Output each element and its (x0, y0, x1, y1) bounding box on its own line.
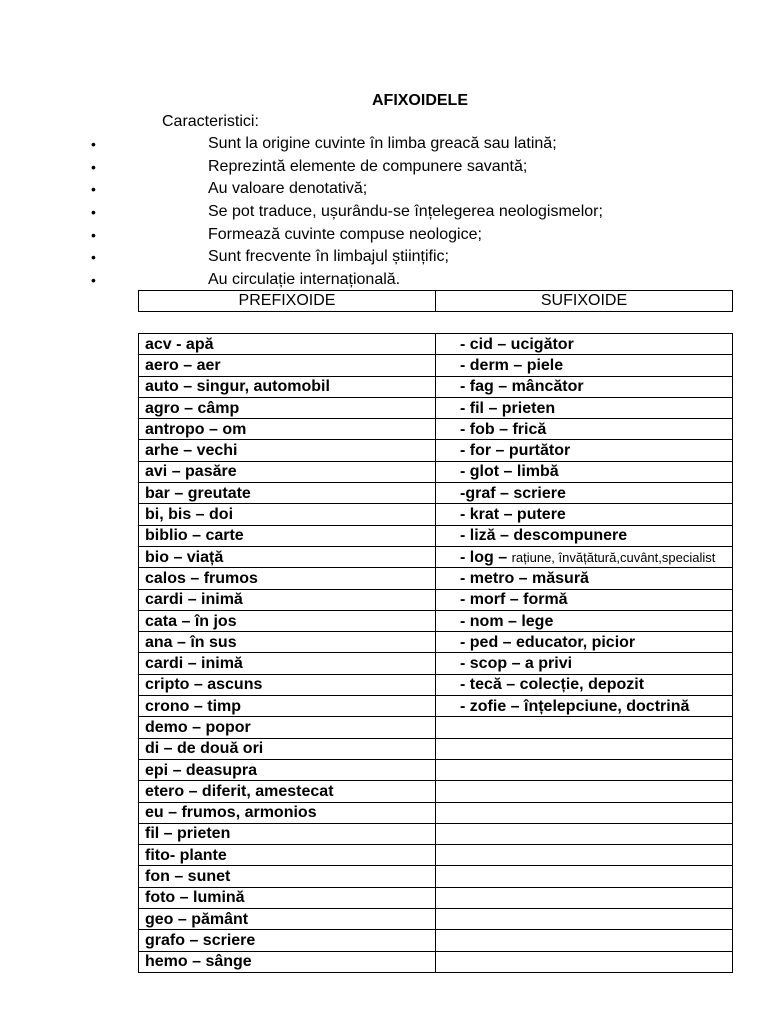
sufixoid-cell: - liză – descompunere (436, 525, 733, 546)
table-row (139, 738, 733, 759)
table-row (139, 589, 733, 610)
table-row (139, 461, 733, 482)
table-row (139, 419, 733, 440)
affix-table (138, 333, 733, 973)
table-row (139, 632, 733, 653)
table-row (139, 546, 733, 567)
prefixoid-cell: acv - apă (139, 334, 436, 355)
bullet-icon: • (91, 204, 96, 221)
prefixoid-cell: fito- plante (139, 845, 436, 866)
sufixoid-cell: - metro – măsură (436, 568, 733, 589)
header-sufixoide: SUFIXOIDE (436, 291, 733, 312)
subtitle: Caracteristici: (162, 113, 259, 130)
prefixoid-cell: crono – timp (139, 696, 436, 717)
sufixoid-cell: - ped – educator, picior (436, 632, 733, 653)
prefixoid-cell: cardi – inimă (139, 653, 436, 674)
prefixoid-cell: antropo – om (139, 419, 436, 440)
header-table (138, 290, 733, 312)
prefixoid-cell: eu – frumos, armonios (139, 802, 436, 823)
sufixoid-cell: - for – purtător (436, 440, 733, 461)
bullet-icon: • (91, 226, 96, 243)
sufixoid-cell: - krat – putere (436, 504, 733, 525)
prefixoid-cell: bio – viață (139, 546, 436, 567)
prefixoid-cell: bar – greutate (139, 483, 436, 504)
feature-item: • Reprezintă elemente de compunere savantă; (0, 156, 603, 179)
table-row (139, 610, 733, 631)
sufixoid-cell (436, 802, 733, 823)
bullet-icon: • (91, 136, 96, 152)
sufixoid-cell (436, 759, 733, 780)
table-row (139, 653, 733, 674)
sufixoid-cell: -graf – scriere (436, 483, 733, 504)
sufixoid-cell: - derm – piele (436, 355, 733, 376)
sufixoid-cell (436, 781, 733, 802)
table-row (139, 909, 733, 930)
prefixoid-cell: biblio – carte (139, 525, 436, 546)
prefixoid-cell: ana – în sus (139, 632, 436, 653)
sufixoid-cell (436, 909, 733, 930)
feature-item: • Au valoare denotativă; (0, 178, 603, 201)
feature-item: • Sunt frecvente în limbajul științific; (0, 246, 603, 269)
prefixoid-cell: agro – câmp (139, 397, 436, 418)
sufixoid-cell (436, 951, 733, 972)
prefixoid-cell: bi, bis – doi (139, 504, 436, 525)
prefixoid-cell: foto – lumină (139, 887, 436, 908)
sufixoid-cell: - glot – limbă (436, 461, 733, 482)
feature-list (0, 133, 603, 292)
table-row (139, 568, 733, 589)
prefixoid-cell: cardi – inimă (139, 589, 436, 610)
table-row (139, 866, 733, 887)
sufixoid-cell (436, 738, 733, 759)
feature-item: • Formează cuvinte compuse neologice; (0, 224, 603, 247)
prefixoid-cell: cripto – ascuns (139, 674, 436, 695)
prefixoid-cell: demo – popor (139, 717, 436, 738)
table-row (139, 397, 733, 418)
table-row (139, 504, 733, 525)
prefixoid-cell: arhe – vechi (139, 440, 436, 461)
prefixoid-cell: aero – aer (139, 355, 436, 376)
sufixoid-cell (436, 823, 733, 844)
table-row (139, 376, 733, 397)
sufixoid-cell: - tecă – colecție, depozit (436, 674, 733, 695)
table-row (139, 781, 733, 802)
sufixoid-cell (436, 546, 733, 567)
table-row (139, 483, 733, 504)
sufixoid-cell: - fob – frică (436, 419, 733, 440)
prefixoid-cell: calos – frumos (139, 568, 436, 589)
sufixoid-cell (436, 866, 733, 887)
bullet-icon: • (91, 158, 96, 175)
sufixoid-meaning: rațiune, învățătură,cuvânt,specialist (511, 549, 716, 565)
prefixoid-cell: fon – sunet (139, 866, 436, 887)
bullet-icon: • (91, 272, 96, 289)
prefixoid-cell: epi – deasupra (139, 759, 436, 780)
feature-item: • Sunt la origine cuvinte în limba greacă sau latină; (0, 133, 603, 156)
table-row (139, 334, 733, 355)
header-prefixoide: PREFIXOIDE (139, 291, 436, 312)
sufixoid-cell (436, 717, 733, 738)
table-row (139, 951, 733, 972)
sufixoid-cell: - fag – mâncător (436, 376, 733, 397)
sufixoid-cell: - morf – formă (436, 589, 733, 610)
sufixoid-cell (436, 887, 733, 908)
table-row (139, 674, 733, 695)
sufixoid-cell (436, 930, 733, 951)
table-row (139, 845, 733, 866)
page-title: AFIXOIDELE (371, 92, 468, 109)
sufixoid-cell: - fil – prieten (436, 397, 733, 418)
table-row (139, 823, 733, 844)
table-row (139, 440, 733, 461)
sufixoid-term: - log – (460, 548, 512, 566)
table-row (139, 525, 733, 546)
sufixoid-cell: - nom – lege (436, 610, 733, 631)
bullet-icon: • (91, 181, 96, 198)
sufixoid-cell: - zofie – înțelepciune, doctrină (436, 696, 733, 717)
prefixoid-cell: di – de două ori (139, 738, 436, 759)
prefixoid-cell: avi – pasăre (139, 461, 436, 482)
prefixoid-cell: grafo – scriere (139, 930, 436, 951)
table-row (139, 802, 733, 823)
prefixoid-cell: hemo – sânge (139, 951, 436, 972)
table-row (139, 759, 733, 780)
feature-item: • Au circulație internațională. (0, 269, 603, 292)
table-row (139, 930, 733, 951)
sufixoid-cell (436, 845, 733, 866)
prefixoid-cell: cata – în jos (139, 610, 436, 631)
prefixoid-cell: geo – pământ (139, 909, 436, 930)
bullet-icon: • (91, 249, 96, 266)
table-row (139, 717, 733, 738)
prefixoid-cell: auto – singur, automobil (139, 376, 436, 397)
table-row (139, 355, 733, 376)
feature-item: • Se pot traduce, ușurându-se înțelegerea neologismelor; (0, 201, 603, 224)
prefixoid-cell: fil – prieten (139, 823, 436, 844)
table-row (139, 696, 733, 717)
table-row (139, 887, 733, 908)
prefixoid-cell: etero – diferit, amestecat (139, 781, 436, 802)
sufixoid-cell: - cid – ucigător (436, 334, 733, 355)
sufixoid-cell: - scop – a privi (436, 653, 733, 674)
